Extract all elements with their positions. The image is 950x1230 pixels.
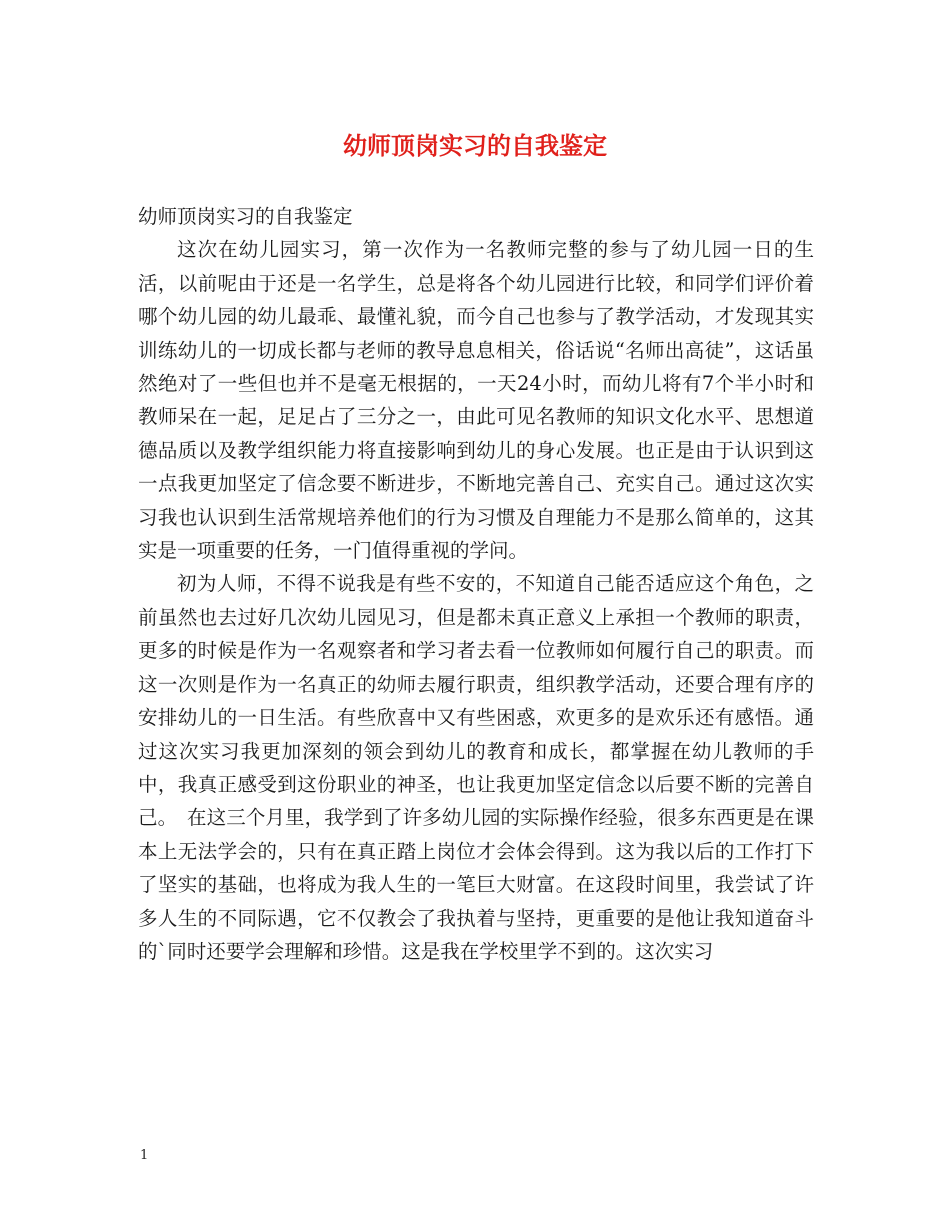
document-body xyxy=(138,200,814,968)
paragraph-2: 初为人师，不得不说我是有些不安的，不知道自己能否适应这个角色，之前虽然也去过好几次幼儿园见习，但是都未真正意义上承担一个教师的职责，更多的时候是作为一名观察者和学习者去看一位教师如何履行自己的职责。而这一次则是作为一名真正的幼师去履行职责，组织教学活动，还要合理有序的安排幼儿的一日生活。有些欣喜中又有些困惑，欢更多的是欢乐还有感悟。通过这次实习我更加深刻的领会到幼儿的教育和成长，都掌握在幼儿教师的手中，我真正感受到这份职业的神圣，也让我更加坚定信念以后要不断的完善自己。 在这三个月里，我学到了许多幼儿园的实际操作经验，很多东西更是在课本上无法学会的，只有在真正踏上岗位才会体会得到。这为我以后的工作打下了坚实的基础，也将成为我人生的一笔巨大财富。在这段时间里，我尝试了许多人生的不同际遇，它不仅教会了我执着与坚持，更重要的是他让我知道奋斗的`同时还要学会理解和珍惜。这是我在学校里学不到的。这次实习 xyxy=(138,572,814,963)
document-subtitle: 幼师顶岗实习的自我鉴定 xyxy=(138,205,353,228)
page-number: 1 xyxy=(140,1148,149,1163)
paragraph-1: 这次在幼儿园实习，第一次作为一名教师完整的参与了幼儿园一日的生活，以前呢由于还是一名学生，总是将各个幼儿园进行比较，和同学们评价着哪个幼儿园的幼儿最乖、最懂礼貌，而今自己也参与了教学活动，才发现其实训练幼儿的一切成长都与老师的教导息息相关，俗话说“名师出高徒”，这话虽然绝对了一些但也并不是毫无根据的，一天24小时，而幼儿将有7个半小时和教师呆在一起，足足占了三分之一，由此可见名教师的知识文化水平、思想道德品质以及教学组织能力将直接影响到幼儿的身心发展。也正是由于认识到这一点我更加坚定了信念要不断进步，不断地完善自己、充实自己。通过这次实习我也认识到生活常规培养他们的行为习惯及自理能力不是那么简单的，这其实是一项重要的任务，一门值得重视的学问。 xyxy=(138,238,814,563)
document-title: 幼师顶岗实习的自我鉴定 xyxy=(343,131,607,160)
